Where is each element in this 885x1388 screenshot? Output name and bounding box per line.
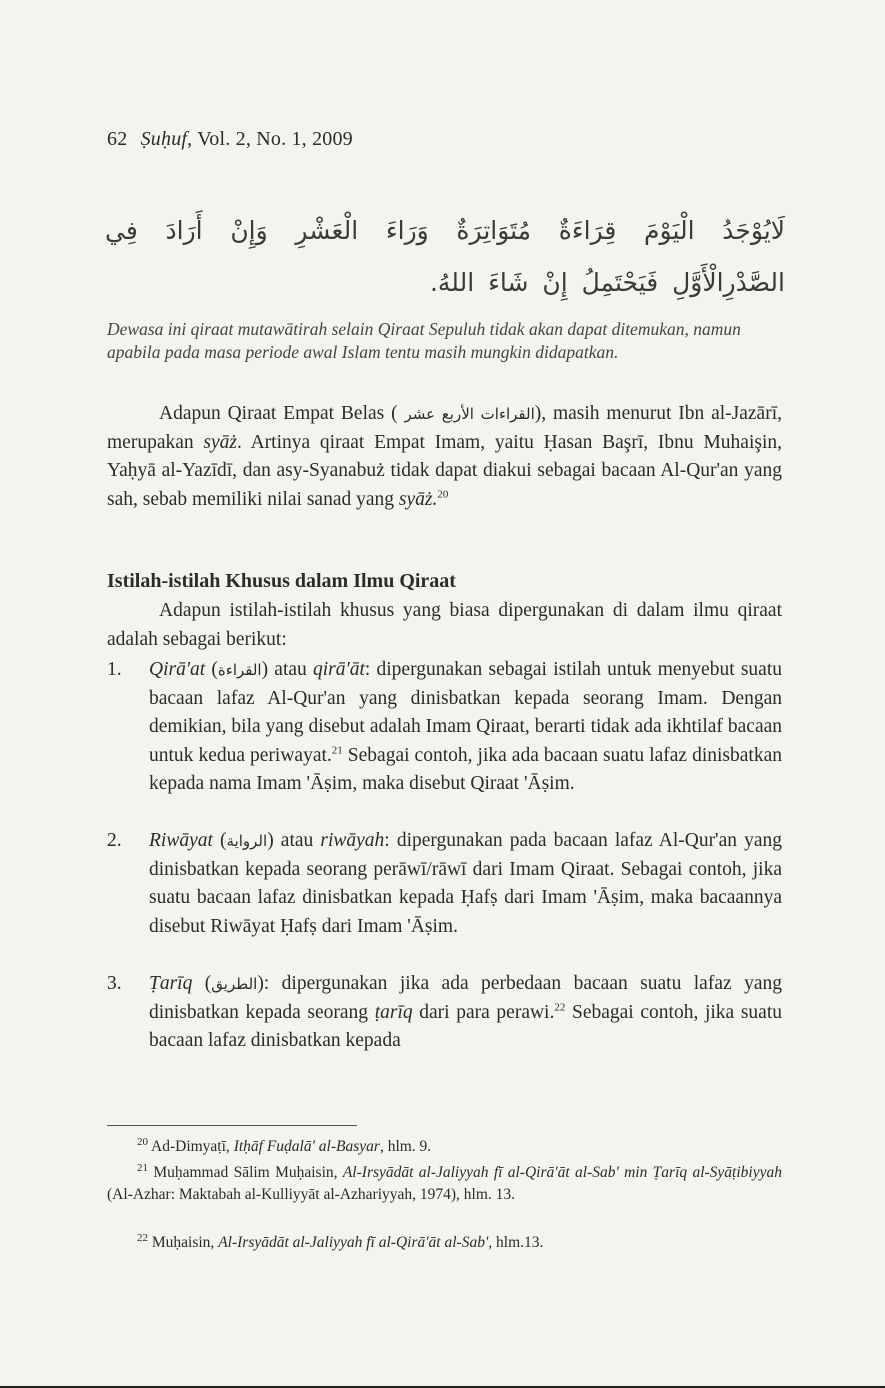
item-number: 1.: [107, 659, 122, 680]
running-header: [107, 128, 353, 151]
arabic-term: الطريق: [211, 975, 258, 993]
footnote-number: 21: [137, 1161, 148, 1174]
intro-text: Adapun istilah-istilah khusus yang biasa dipergunakan di dalam ilmu qiraat adalah sebagai berikut:: [107, 600, 782, 650]
footnote-ref: 22: [554, 1001, 566, 1013]
section-intro: [107, 597, 782, 654]
footnote-text: , hlm. 9.: [379, 1138, 432, 1155]
journal-volume: Vol. 2, No. 1, 2009: [197, 128, 353, 150]
item-text: ) atau: [267, 830, 321, 851]
journal-name: Ṣuḥuf,: [140, 128, 193, 150]
paragraph-qiraat-empat-belas: [107, 400, 782, 514]
arabic-term: القراءة: [217, 661, 262, 679]
para-text: . Artinya qiraat Empat Imam, yaitu Ḥasan Başrī, Ibnu Muhaişin, Yaḥyā al-Yazīdī, dan asy-Syanabuż tidak dapat diakui sebagai bacaan Al-Qur'an yang sah, sebab memiliki nilai sanad yang: [107, 431, 782, 510]
item-text: Sebagai contoh, jika suatu bacaan lafaz dinisbatkan kepada: [149, 1001, 782, 1051]
footnote-title: Itḥāf Fuḍalā' al-Basyar: [233, 1138, 380, 1155]
footnote-22: [107, 1232, 782, 1254]
footnote-20: [107, 1136, 782, 1158]
footnote-21: [107, 1162, 782, 1206]
item-text: : dipergunakan pada bacaan lafaz Al-Qur'an yang dinisbatkan kepada seorang perāwī/rāwī dari Imam Qiraat. Sebagai contoh, jika suatu bacaan lafaz dinisbatkan kepada Ḥafṣ dari Imam 'Āṣim, maka bacaannya disebut Riwāyat Ḥafṣ dari Imam 'Āṣim.: [149, 830, 782, 937]
item-text: ): dipergunakan jika ada perbedaan bacaan suatu lafaz yang dinisbatkan kepada seorang: [149, 973, 782, 1023]
term-syaz: syāż.: [398, 488, 438, 510]
item-alt-term: riwāyah: [320, 830, 385, 851]
footnote-number: 20: [137, 1135, 148, 1148]
item-number: 3.: [107, 973, 122, 994]
item-text: ) atau: [261, 659, 314, 680]
arabic-quote: لَايُوْجَدُ الْيَوْمَ قِرَاءَةٌ مُتَوَاتِرَةٌ وَرَاءَ الْعَشْرِ وَإِنْ أَرَادَ فِي الصَّدْرِالْأَوَّلِ فَيَحْتَمِلُ إِنْ شَاءَ اللهُ.: [105, 216, 785, 297]
footnote-ref: 21: [331, 744, 343, 756]
item-alt-term: qirā'āt: [313, 659, 365, 680]
item-text: Sebagai contoh, jika ada bacaan suatu lafaz dinisbatkan kepada nama Imam 'Āṣim, maka disebut Qiraat 'Āṣim.: [149, 744, 782, 794]
section-heading: Istilah-istilah Khusus dalam Ilmu Qiraat: [107, 570, 456, 592]
item-term: Ṭarīq: [149, 973, 193, 994]
list-item-riwayat: 2. Riwāyat (الرواية) atau riwāyah: dipergunakan pada bacaan lafaz Al-Qur'an yang dinisbatkan kepada seorang perāwī/rāwī dari Imam Qiraat. Sebagai contoh, jika suatu bacaan lafaz dinisbatkan kepada Ḥafṣ dari Imam 'Āṣim, maka bacaannya disebut Riwāyat Ḥafṣ dari Imam 'Āṣim.: [107, 827, 782, 941]
item-term: Riwāyat: [149, 830, 213, 851]
list-item-qiraat: 1. Qirā'at (القراءة) atau qirā'āt: dipergunakan sebagai istilah untuk menyebut suatu bacaan lafaz Al-Qur'an yang dinisbatkan kepada seorang Imam. Dengan demikian, bila yang disebut adalah Imam Qiraat, berarti tidak ada ikhtilaf bacaan untuk kedua periwayat.$^{21}$ Sebagai contoh, jika ada bacaan suatu lafaz dinisbatkan kepada nama Imam 'Āṣim, maka disebut Qiraat 'Āṣim.: [107, 656, 782, 799]
footnote-divider: [107, 1125, 357, 1126]
footnote-title: Al-Irsyādāt al-Jaliyyah fī al-Qirā'āt al-Sab': [218, 1234, 489, 1251]
item-number: 2.: [107, 830, 122, 851]
arabic-term: الرواية: [226, 832, 268, 850]
footnote-text: (Al-Azhar: Maktabah al-Kulliyyāt al-Azhariyyah, 1974), hlm. 13.: [107, 1186, 516, 1203]
footnote-text: , hlm.13.: [488, 1234, 544, 1251]
arabic-term: القراءات الأربع عشر: [404, 405, 535, 423]
para-text: Adapun Qiraat Empat Belas (: [159, 403, 398, 424]
footnote-ref: 20: [437, 488, 449, 500]
item-term: Qirā'at: [149, 659, 206, 680]
footnote-title: Al-Irsyādāt al-Jaliyyah fī al-Qirā'āt al-Sab' min Ṭarīq al-Syāṭibiyyah: [342, 1164, 782, 1181]
footnote-text: Ad-Dimyaṭī,: [148, 1138, 234, 1155]
item-text: dari para perawi.: [412, 1001, 555, 1023]
term-syaz: syāż: [203, 431, 237, 453]
quote-translation: Dewasa ini qiraat mutawātirah selain Qiraat Sepuluh tidak akan dapat ditemukan, namun apabila pada masa periode awal Islam tentu masih mungkin didapatkan.: [107, 319, 741, 362]
footnote-text: Muḥammad Sālim Muḥaisin,: [148, 1164, 343, 1181]
item-alt-term: ṭarīq: [374, 1001, 413, 1023]
page-number: 62: [107, 128, 128, 150]
footnote-text: Muḥaisin,: [148, 1234, 219, 1251]
para-text: ), masih menurut Ibn al-Jazārī, merupakan: [107, 403, 782, 453]
list-item-tariq: 3. Ṭarīq (الطريق): dipergunakan jika ada perbedaan bacaan suatu lafaz yang dinisbatkan kepada seorang ṭarīq dari para perawi.$^{22}$ Sebagai contoh, jika suatu bacaan lafaz dinisbatkan kepada: [107, 970, 782, 1056]
footnote-number: 22: [137, 1231, 148, 1244]
item-text: : dipergunakan sebagai istilah untuk menyebut suatu bacaan lafaz Al-Qur'an yang dinisbatkan kepada seorang Imam. Dengan demikian, bila yang disebut adalah Imam Qiraat, berarti tidak ada ikhtilaf bacaan untuk kedua periwayat.: [149, 659, 782, 766]
